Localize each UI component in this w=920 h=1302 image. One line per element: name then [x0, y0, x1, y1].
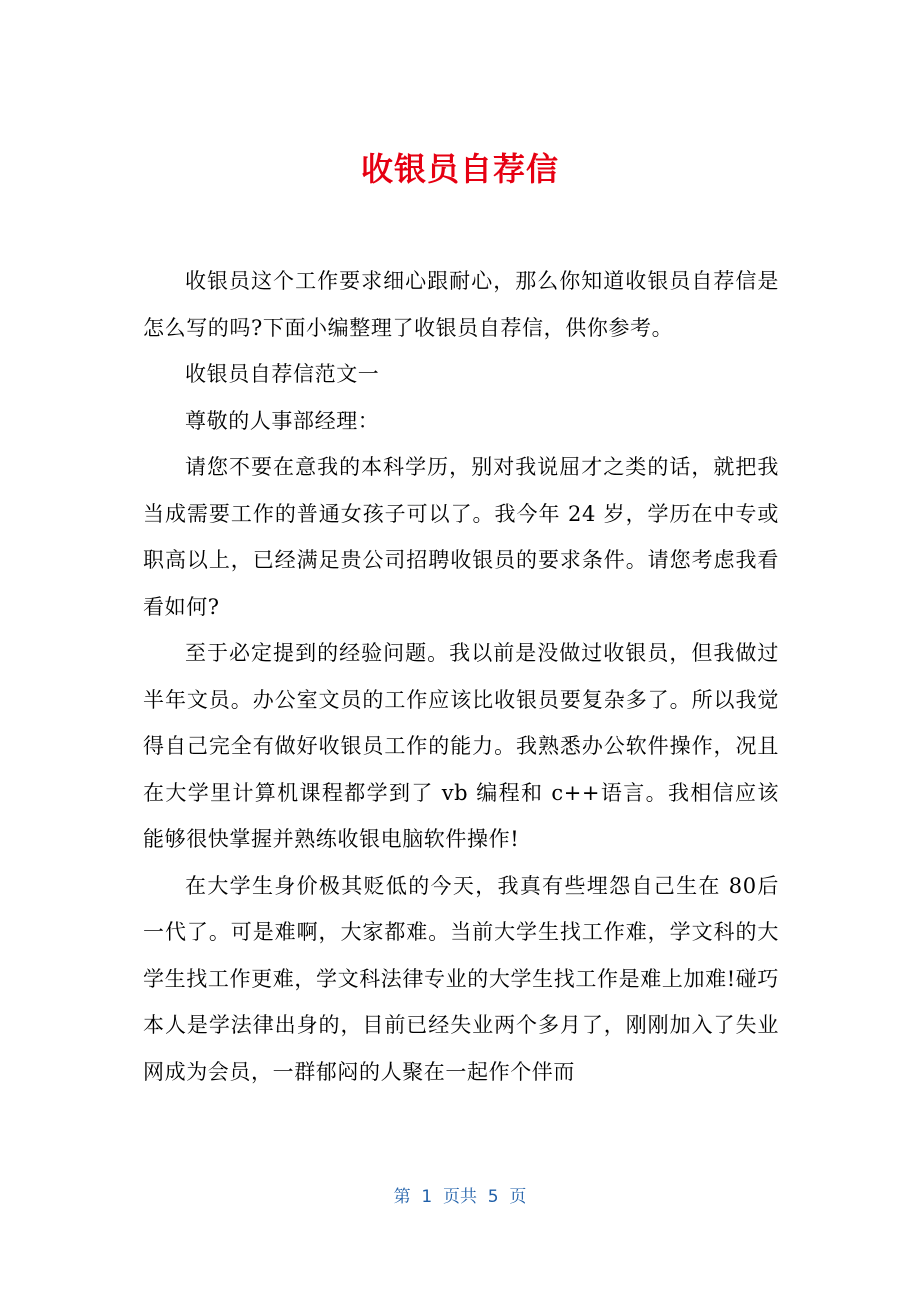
document-title: 收银员自荐信: [360, 150, 559, 188]
paragraph-job-market: 在大学生身价极其贬低的今天，我真有些埋怨自己生在 80后一代了。可是难啊，大家都难。当前大学生找工作难，学文科的大学生找工作更难，学文科法律专业的大学生找工作是难上加难!碰巧本人是学法律出身的，目前已经失业两个多月了，刚刚加入了失业网成为会员，一群郁闷的人聚在一起作个伴而: [143, 873, 779, 1084]
paragraph-salutation: 尊敬的人事部经理：: [185, 408, 380, 433]
paragraph-experience: 至于必定提到的经验问题。我以前是没做过收银员，但我做过半年文员。办公室文员的工作应该比收银员要复杂多了。所以我觉得自己完全有做好收银员工作的能力。我熟悉办公软件操作，况且在大学里计算机课程都学到了 vb 编程和 c++语言。我相信应该能够很快掌握并熟练收银电脑软件操作!: [143, 641, 779, 851]
paragraph-education: 请您不要在意我的本科学历，别对我说屈才之类的话，就把我当成需要工作的普通女孩子可以了。我今年 24 岁，学历在中专或职高以上，已经满足贵公司招聘收银员的要求条件。请您考虑我看看如何?: [143, 455, 779, 619]
page-number-footer: 第 1 页共 5 页: [393, 1187, 527, 1207]
paragraph-sample-heading: 收银员自荐信范文一: [185, 362, 380, 386]
document-body: [143, 258, 779, 1095]
paragraph-intro: 收银员这个工作要求细心跟耐心，那么你知道收银员自荐信是怎么写的吗?下面小编整理了收银员自荐信，供你参考。: [143, 269, 779, 340]
